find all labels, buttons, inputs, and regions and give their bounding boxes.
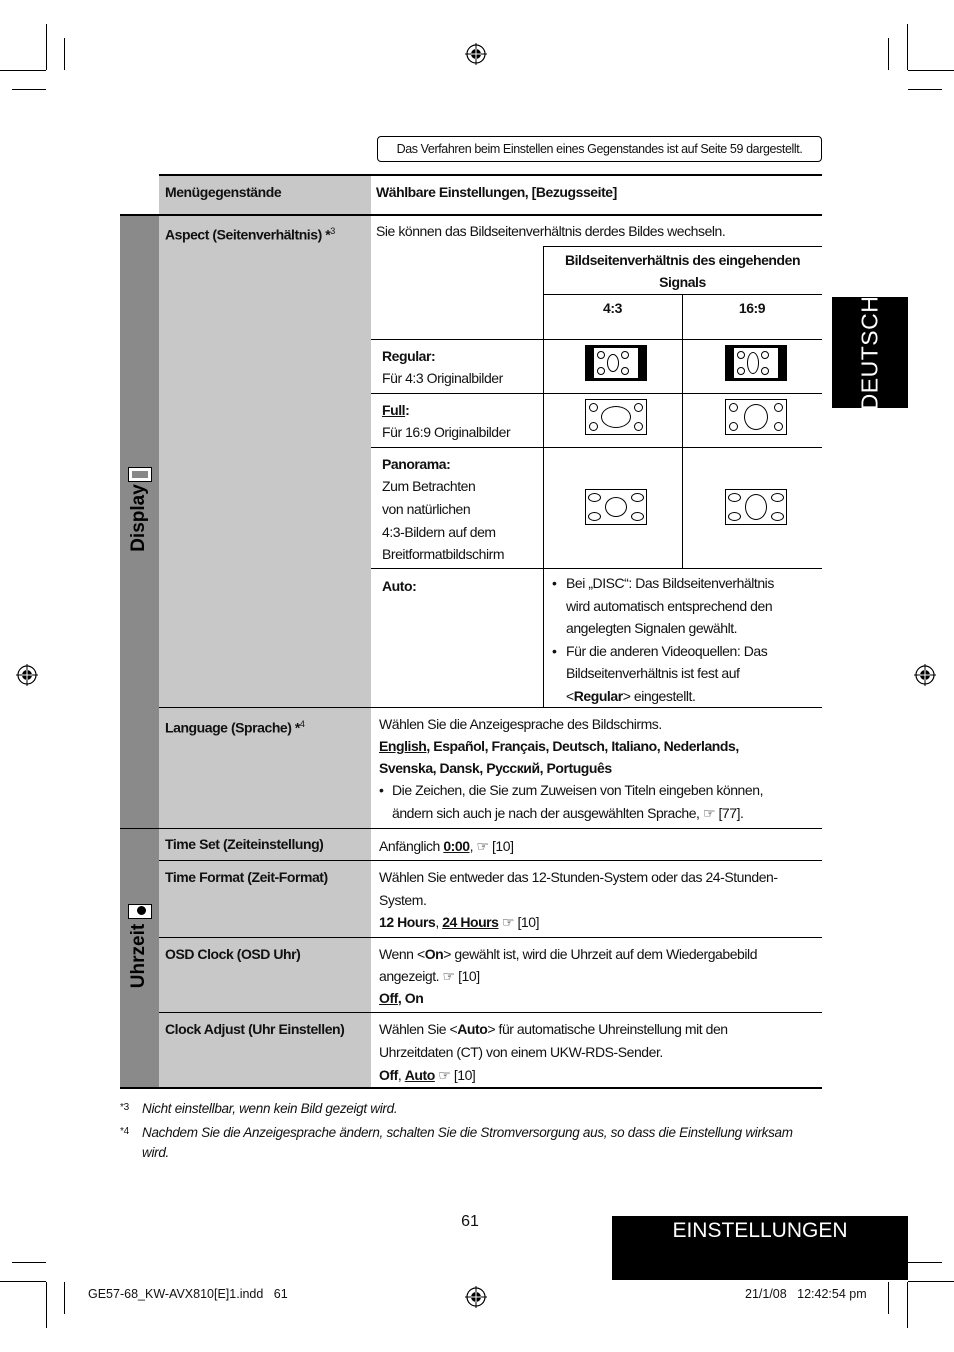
panorama-title: Panorama: <box>382 456 451 472</box>
footnote-3: Nicht einstellbar, wenn kein Bild gezeigt wird. <box>142 1101 398 1116</box>
crop-mark <box>907 24 908 70</box>
table-rule <box>371 447 822 448</box>
table-rule <box>159 1012 822 1013</box>
footnote-4: Nachdem Sie die Anzeigesprache ändern, schalten Sie die Stromversorgung aus, so dass die Einstellung wirksam <box>142 1125 793 1140</box>
panorama-line: Zum Betrachten <box>382 478 476 494</box>
panorama-line: Breitformatbildschirm <box>382 546 505 562</box>
table-rule <box>371 568 822 569</box>
full-title: Full: <box>382 402 410 418</box>
language-label: Language (Sprache) *$^4$ <box>165 719 305 736</box>
crop-mark <box>908 1262 942 1263</box>
table-bottom-rule <box>120 1087 822 1089</box>
auto-line: angelegten Signalen gewählt. <box>566 620 738 636</box>
osd-clock-label: OSD Clock (OSD Uhr) <box>165 946 301 962</box>
clock-adjust-options: Off, Auto ☞ [10] <box>379 1067 476 1083</box>
panorama-43-screen-icon <box>585 489 647 525</box>
auto-line: Für die anderen Videoquellen: Das <box>566 643 768 659</box>
regular-43-screen-icon <box>585 345 647 381</box>
crop-mark <box>0 1281 46 1282</box>
header-items: Menügegenstände <box>165 184 282 200</box>
print-file-info: GE57-68_KW-AVX810[E]1.indd 61 <box>88 1287 288 1301</box>
crop-mark <box>46 1282 47 1328</box>
table-rule <box>159 937 822 938</box>
auto-title: Auto: <box>382 578 417 594</box>
group-label-display: Display <box>128 484 149 552</box>
bullet: • <box>552 643 557 659</box>
section-banner <box>612 1216 908 1280</box>
col-43: 4:3 <box>603 300 622 316</box>
crop-mark <box>64 38 65 70</box>
crop-mark <box>12 89 46 90</box>
regular-description: Für 4:3 Originalbilder <box>382 370 503 386</box>
language-line: Wählen Sie die Anzeigesprache des Bildschirms. <box>379 716 662 732</box>
table-rule <box>120 214 822 216</box>
page-number: 61 <box>461 1213 479 1230</box>
osd-clock-options: Off, On <box>379 990 424 1006</box>
registration-mark-icon <box>16 664 38 686</box>
language-tab <box>832 297 908 408</box>
registration-mark-icon <box>465 1286 487 1308</box>
crop-mark <box>908 1281 954 1282</box>
time-format-line: Wählen Sie entweder das 12-Stunden-System oder das 24-Stunden- <box>379 869 778 885</box>
footnote-mark: *4 <box>120 1126 129 1137</box>
table-rule <box>371 339 822 340</box>
crop-mark <box>46 24 47 70</box>
time-format-line: System. <box>379 892 427 908</box>
regular-title: Regular: <box>382 348 436 364</box>
language-tab-label: DEUTSCH <box>856 295 883 410</box>
auto-line: <Regular> eingestellt. <box>566 688 696 704</box>
footnote-mark: *3 <box>120 1102 129 1113</box>
panorama-line: 4:3-Bildern auf dem <box>382 524 496 540</box>
bullet: • <box>552 575 557 591</box>
aspect-description: Sie können das Bildseitenverhältnis derdes Bildes wechseln. <box>376 223 726 239</box>
crop-mark <box>888 1282 889 1314</box>
table-rule <box>371 393 822 394</box>
crop-mark <box>908 89 942 90</box>
print-date-info: 21/1/08 12:42:54 pm <box>745 1287 867 1301</box>
clock-adjust-label: Clock Adjust (Uhr Einstellen) <box>165 1021 345 1037</box>
crop-mark <box>907 1282 908 1328</box>
full-43-screen-icon <box>585 399 647 435</box>
aspect-label: Aspect (Seitenverhältnis) *$^3$ <box>165 226 335 243</box>
bullet: • <box>379 782 384 798</box>
full-169-screen-icon <box>725 399 787 435</box>
table-rule <box>682 294 683 568</box>
procedure-note: Das Verfahren beim Einstellen eines Gegenstandes ist auf Seite 59 dargestellt. <box>377 136 822 162</box>
auto-line: Bildseitenverhältnis ist fest auf <box>566 665 740 681</box>
osd-clock-line: Wenn <On> gewählt ist, wird die Uhrzeit auf dem Wiedergabebild <box>379 946 758 962</box>
panorama-line: von natürlichen <box>382 501 471 517</box>
full-description: Für 16:9 Originalbilder <box>382 424 511 440</box>
crop-mark <box>888 38 889 70</box>
signal-header-2: Signals <box>659 274 706 290</box>
auto-line: Bei „DISC“: Das Bildseitenverhältnis <box>566 575 774 591</box>
crop-mark <box>64 1282 65 1314</box>
signal-header: Bildseitenverhältnis des eingehenden <box>564 252 801 268</box>
crop-mark <box>0 70 46 71</box>
section-title: EINSTELLUNGEN <box>672 1219 848 1242</box>
crop-mark <box>908 70 954 71</box>
time-set-value: Anfänglich 0:00, ☞ [10] <box>379 838 514 854</box>
footnote-4-cont: wird. <box>142 1145 170 1160</box>
crop-mark <box>12 1262 46 1263</box>
time-set-label: Time Set (Zeiteinstellung) <box>165 836 324 852</box>
language-options: English, Español, Français, Deutsch, Italiano, Nederlands, <box>379 738 739 754</box>
auto-line: wird automatisch entsprechend den <box>566 598 773 614</box>
registration-mark-icon <box>465 43 487 65</box>
language-note-2: ändern sich auch je nach der ausgewählten Sprache, ☞ [77]. <box>392 805 744 821</box>
clock-adjust-line: Wählen Sie <Auto> für automatische Uhreinstellung mit den <box>379 1021 728 1037</box>
language-options-2: Svenska, Dansk, Русский, Português <box>379 760 612 776</box>
table-rule <box>159 860 822 861</box>
panorama-169-screen-icon <box>725 489 787 525</box>
table-rule <box>159 707 822 708</box>
clock-adjust-line: Uhrzeitdaten (CT) von einem UKW-RDS-Sender. <box>379 1044 663 1060</box>
group-label-uhrzeit: Uhrzeit <box>128 923 149 989</box>
regular-169-screen-icon <box>725 345 787 381</box>
header-settings: Wählbare Einstellungen, [Bezugsseite] <box>376 184 617 200</box>
time-format-label: Time Format (Zeit-Format) <box>165 869 328 885</box>
col-169: 16:9 <box>738 300 766 316</box>
time-format-options: 12 Hours, 24 Hours ☞ [10] <box>379 914 540 930</box>
table-rule <box>543 246 822 247</box>
registration-mark-icon <box>914 664 936 686</box>
language-note: Die Zeichen, die Sie zum Zuweisen von Titeln eingeben können, <box>392 782 764 798</box>
table-top-rule <box>159 174 822 176</box>
table-rule <box>120 828 822 829</box>
osd-clock-line: angezeigt. ☞ [10] <box>379 968 480 984</box>
